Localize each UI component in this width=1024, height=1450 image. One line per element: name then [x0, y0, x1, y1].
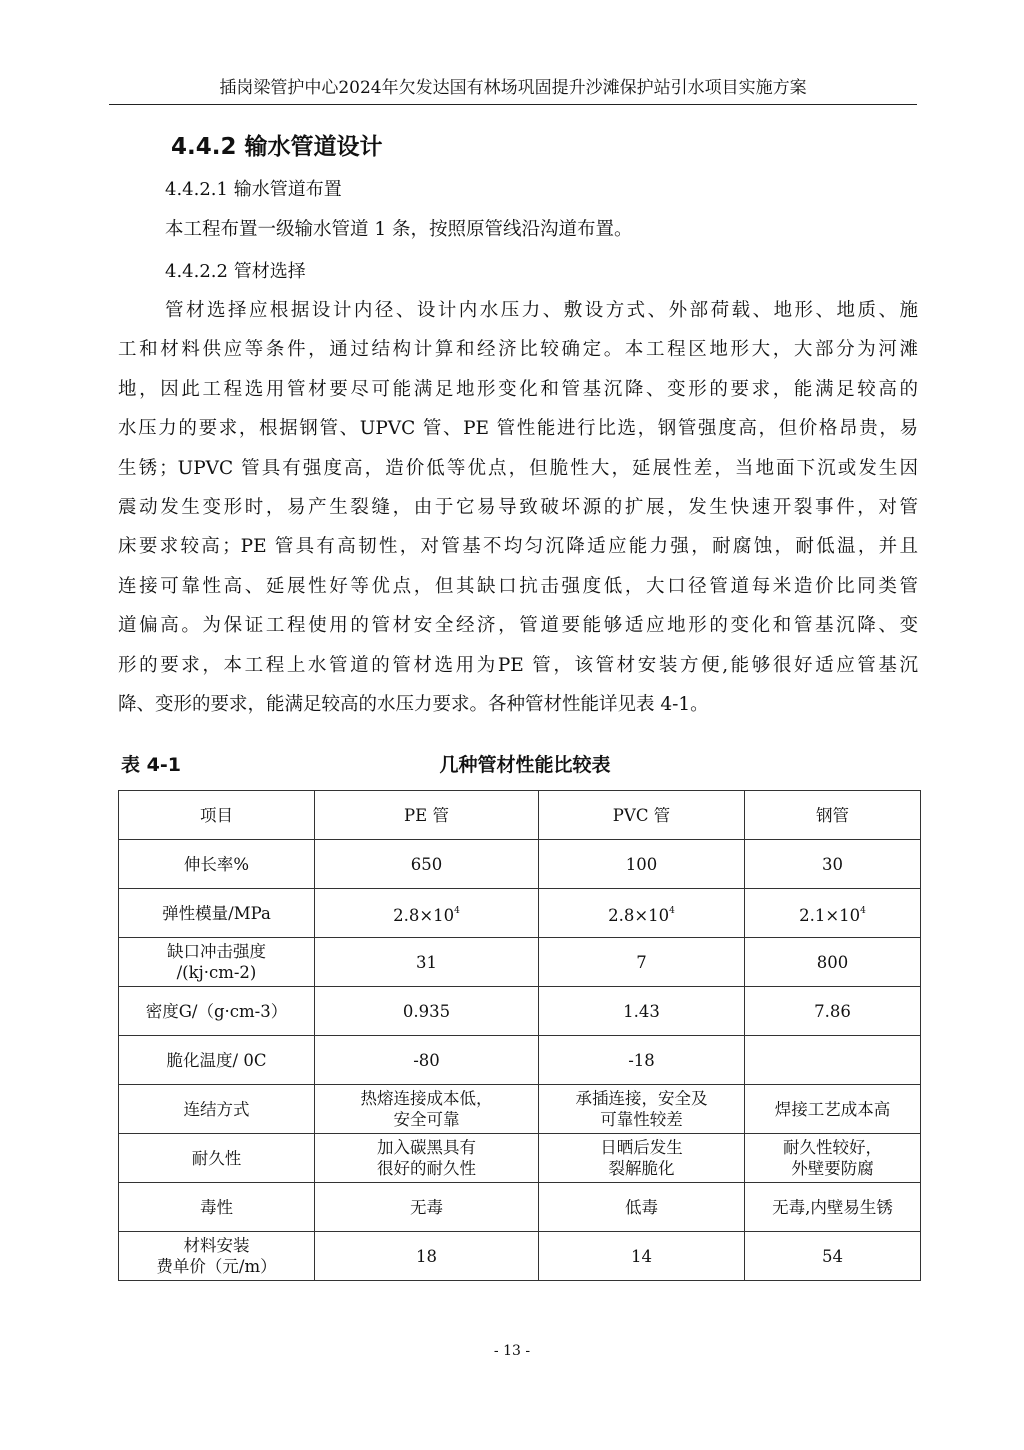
paragraph-line: 地，因此工程选用管材要尽可能满足地形变化和管基沉降、变形的要求，能满足较高的	[118, 378, 918, 400]
table-row	[119, 1134, 921, 1183]
cell-line: 耐久性较好，	[783, 1138, 882, 1157]
table-cell-steel: 焊接工艺成本高	[745, 1085, 921, 1134]
table-cell-item: 弹性模量/MPa	[119, 889, 315, 938]
table-cell-pvc	[539, 1134, 745, 1183]
table-cell-pvc: 14	[539, 1232, 745, 1281]
cell-line: 缺口冲击强度	[167, 942, 266, 961]
table-cell-pvc: 100	[539, 840, 745, 889]
header-cell-item: 项目	[119, 791, 315, 840]
paragraph-line: 连接可靠性高、延展性好等优点，但其缺口抗击强度低，大口径管道每米造价比同类管	[118, 575, 918, 597]
header-cell-pe: PE 管	[315, 791, 539, 840]
cell-line: 外壁要防腐	[791, 1159, 874, 1178]
page-header: 插岗梁管护中心2024年欠发达国有林场巩固提升沙滩保护站引水项目实施方案	[109, 74, 917, 105]
table-cell-item: 耐久性	[119, 1134, 315, 1183]
paragraph-line: 道偏高。为保证工程使用的管材安全经济，管道要能够适应地形的变化和管基沉降、变	[118, 615, 918, 637]
cell-line: /(kj·cm-2)	[176, 963, 257, 982]
table-cell-item: 连结方式	[119, 1085, 315, 1134]
table-row	[119, 840, 921, 889]
paragraph-line: 震动发生变形时，易产生裂缝，由于它易导致破坏源的扩展，发生快速开裂事件，对管	[118, 497, 918, 519]
table-row	[119, 1183, 921, 1232]
table-cell-item: 脆化温度/ 0C	[119, 1036, 315, 1085]
table-header-row	[119, 791, 921, 840]
table-cell-steel: 54	[745, 1232, 921, 1281]
exponent: 4	[669, 905, 675, 916]
table-cell-steel	[745, 1036, 921, 1085]
table-cell-pe	[315, 1134, 539, 1183]
table-cell-steel: $2.1\times 10^4$	[745, 889, 921, 938]
table-row	[119, 1085, 921, 1134]
paragraph-line: 形的要求，本工程上水管道的管材选用为PE 管，该管材安装方便,能够很好适应管基沉	[118, 654, 918, 676]
table-cell-pe: 18	[315, 1232, 539, 1281]
page-number: - 13 -	[493, 1343, 531, 1359]
paragraph-line: 工和材料供应等条件，通过结构计算和经济比较确定。本工程区地形大，大部分为河滩	[118, 339, 918, 361]
table-cell-pe: 0.935	[315, 987, 539, 1036]
table-cell-item: 伸长率%	[119, 840, 315, 889]
table-cell-steel: 7.86	[745, 987, 921, 1036]
table-row	[119, 987, 921, 1036]
section-heading: 4.4.2 输水管道设计	[171, 134, 383, 160]
table-cell-item: 毒性	[119, 1183, 315, 1232]
table-cell-pvc: $2.8\times 10^4$	[539, 889, 745, 938]
table-cell-pe	[315, 1085, 539, 1134]
cell-line: 日晒后发生	[600, 1138, 683, 1157]
subsection-heading-layout: 4.4.2.1 输水管道布置	[165, 179, 342, 200]
exponent: 4	[860, 905, 866, 916]
material-selection-paragraph	[118, 291, 918, 724]
table-row	[119, 938, 921, 987]
cell-line: 可靠性较差	[600, 1110, 683, 1129]
table-row	[119, 1036, 921, 1085]
paragraph-line: 管材选择应根据设计内径、设计内水压力、敷设方式、外部荷载、地形、地质、施	[165, 300, 918, 321]
cell-line: 承插连接，安全及	[575, 1089, 708, 1108]
table-row	[119, 1232, 921, 1281]
paragraph-line: 生锈；UPVC 管具有强度高，造价低等优点，但脆性大，延展性差，当地面下沉或发生因	[118, 457, 918, 479]
table-cell-item	[119, 938, 315, 987]
header-cell-steel: 钢管	[745, 791, 921, 840]
table-cell-pvc: 低毒	[539, 1183, 745, 1232]
paragraph-line: 床要求较高；PE 管具有高韧性，对管基不均匀沉降适应能力强，耐腐蚀，耐低温，并且	[118, 536, 918, 558]
pipe-comparison-table	[118, 790, 921, 1281]
paragraph-line: 水压力的要求，根据钢管、UPVC 管、PE 管性能进行比选，钢管强度高，但价格昂贵，易	[118, 418, 918, 440]
table-cell-pvc: 1.43	[539, 987, 745, 1036]
header-cell-pvc: PVC 管	[539, 791, 745, 840]
cell-line: 热熔连接成本低，	[360, 1089, 493, 1108]
paragraph-line: 降、变形的要求，能满足较高的水压力要求。各种管材性能详见表 4-1。	[118, 694, 709, 716]
table-cell-item: 密度G/（g·cm-3）	[119, 987, 315, 1036]
subsection-heading-material: 4.4.2.2 管材选择	[165, 261, 306, 282]
cell-line: 安全可靠	[393, 1110, 460, 1129]
table-cell-item	[119, 1232, 315, 1281]
table-row	[119, 889, 921, 938]
table-cell-pvc: -18	[539, 1036, 745, 1085]
cell-line: 裂解脆化	[608, 1159, 675, 1178]
cell-line: 很好的耐久性	[377, 1159, 476, 1178]
table-cell-steel: 30	[745, 840, 921, 889]
table-cell-steel	[745, 1134, 921, 1183]
table-title: 几种管材性能比较表	[439, 754, 611, 776]
table-cell-pvc	[539, 1085, 745, 1134]
exponent: 4	[454, 905, 460, 916]
table-cell-pe: -80	[315, 1036, 539, 1085]
table-cell-pvc: 7	[539, 938, 745, 987]
table-label: 表 4-1	[121, 754, 181, 776]
table-cell-pe: $2.8\times 10^4$	[315, 889, 539, 938]
table-cell-steel: 无毒,内壁易生锈	[745, 1183, 921, 1232]
table-cell-pe: 无毒	[315, 1183, 539, 1232]
cell-line: 材料安装	[183, 1236, 250, 1255]
table-cell-steel: 800	[745, 938, 921, 987]
cell-line: 加入碳黑具有	[377, 1138, 476, 1157]
table-cell-pe: 31	[315, 938, 539, 987]
table-cell-pe: 650	[315, 840, 539, 889]
cell-line: 费单价（元/m）	[156, 1257, 277, 1276]
layout-paragraph: 本工程布置一级输水管道 1 条，按照原管线沿沟道布置。	[165, 219, 633, 240]
